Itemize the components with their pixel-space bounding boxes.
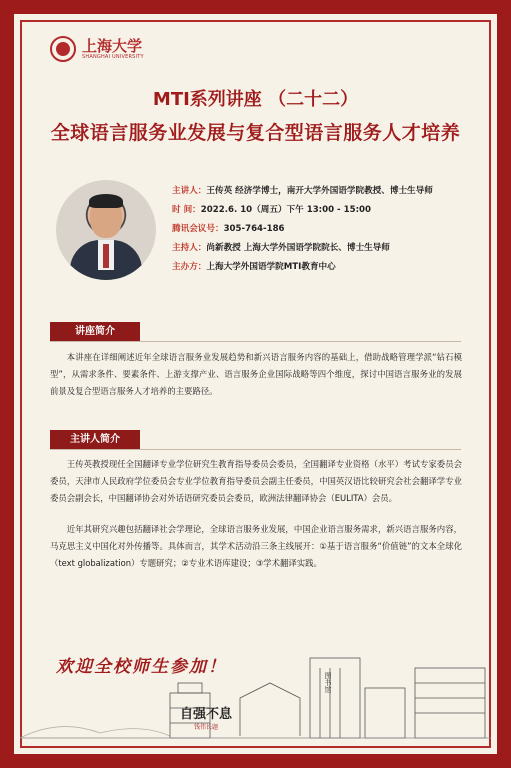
- organizer-label: 主办方：: [172, 262, 207, 272]
- bio-section-title: 主讲人简介: [50, 430, 140, 449]
- meeting-row: [172, 220, 433, 239]
- university-name-cn: 上海大学: [82, 37, 143, 55]
- lecture-topic-title: 全球语言服务业发展与复合型语言服务人才培养: [50, 122, 461, 144]
- meeting-label: 腾讯会议号：: [172, 224, 224, 234]
- bio-divider: [50, 449, 461, 450]
- motto-signature: 钱伟长题: [193, 724, 218, 731]
- lecture-series-title: MTI系列讲座 （二十二）: [152, 89, 359, 110]
- time-label: 时 间：: [172, 205, 201, 215]
- time-value: 2022.6. 10（周五）下午 13:00 - 15:00: [200, 205, 371, 215]
- speaker-value: 王传英 经济学博士，南开大学外国语学院教授、博士生导师: [206, 186, 433, 196]
- meeting-value: 305-764-186: [223, 224, 285, 234]
- bio-paragraph-2: 近年其研究兴趣包括翻译社会学理论，全球语言服务业发展，中国企业语言服务需求，新兴语言服务内容，马克思主义中国化对外传播等。具体而言，其学术活动沿三条主线展开：①基于语言服务“价值链”的文本全球化（text globalization）专题研究；②专业术语库建设；③学术翻译实践。: [50, 524, 462, 568]
- speaker-row: [172, 182, 433, 201]
- bio-paragraph-1: 王传英教授现任全国翻译专业学位研究生教育指导委员会委员，全国翻译专业资格（水平）考试专家委员会委员，天津市人民政府学位委员会专业学位教育指导委员会副主任委员，中国英汉语比较研究会社会翻译学专业委员会副会长，中国翻译协会对外话语研究委员会委员，欧洲法律翻译协会（EULITA）会员。: [50, 459, 462, 503]
- speaker-label: 主讲人：: [172, 186, 207, 196]
- school-motto-stamp: [176, 703, 236, 733]
- university-seal-icon: [50, 36, 76, 62]
- motto-text: 自强不息: [179, 707, 232, 722]
- intro-section-title: 讲座简介: [50, 322, 140, 341]
- host-label: 主持人：: [172, 243, 207, 253]
- lecture-info: [172, 182, 433, 277]
- host-value: 尚新教授 上海大学外国语学院院长、博士生导师: [206, 243, 390, 253]
- organizer-row: [172, 258, 433, 277]
- time-row: [172, 201, 433, 220]
- host-row: [172, 239, 433, 258]
- campus-skyline-illustration: [20, 638, 491, 748]
- library-sign: 图书馆: [324, 672, 332, 693]
- welcome-slogan: 欢迎全校师生参加！: [56, 657, 227, 677]
- organizer-value: 上海大学外国语学院MTI教育中心: [206, 262, 336, 272]
- university-name-en: SHANGHAI UNIVERSITY: [82, 54, 144, 60]
- intro-divider: [50, 341, 461, 342]
- speaker-photo: [56, 180, 156, 280]
- intro-text: 本讲座在详细阐述近年全球语言服务业发展趋势和新兴语言服务内容的基础上，借助战略管理学派“钻石模型”，从需求条件、要素条件、上游支撑产业、语言服务企业国际战略等四个维度，探讨中国语言服务业的发展前景及复合型语言服务人才培养的主要路径。: [50, 352, 462, 396]
- university-logo: [50, 36, 144, 62]
